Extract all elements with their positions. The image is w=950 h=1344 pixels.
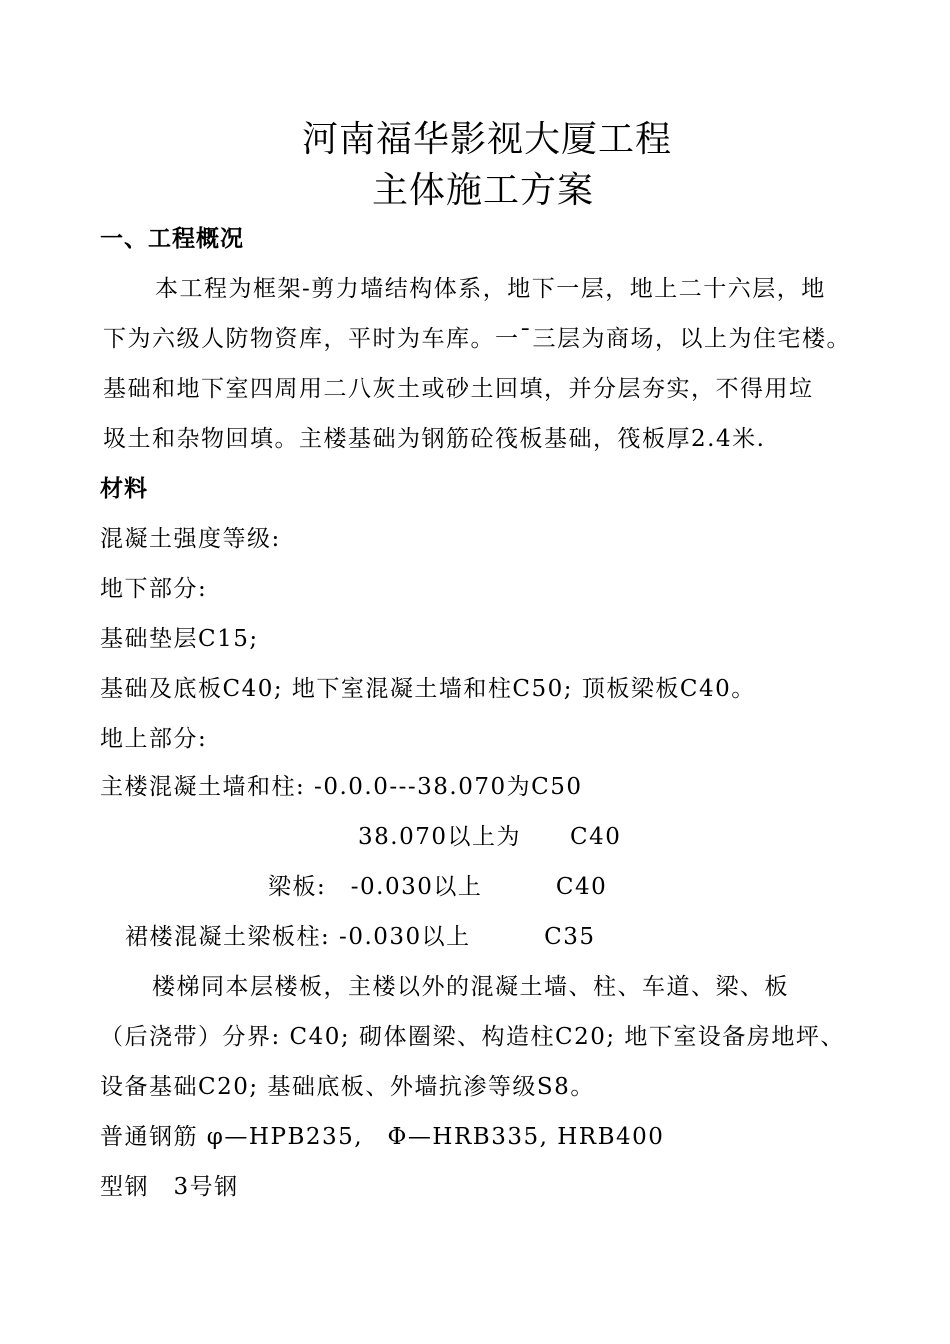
aboveground-row-podium: 裙楼混凝土梁板柱: -0.030以上 C35	[125, 924, 596, 950]
concrete-grade-label: 混凝土强度等级:	[100, 526, 281, 552]
steel-line: 型钢 3号钢	[100, 1174, 239, 1200]
section-heading-materials: 材料	[100, 475, 148, 502]
aboveground-row-main-wall: 主楼混凝土墙和柱: -0.0.0---38.070为C50	[100, 774, 583, 800]
overview-line-1: 本工程为框架-剪力墙结构体系，地下一层，地上二十六层，地	[155, 276, 826, 302]
aboveground-label: 地上部分:	[100, 726, 208, 752]
document-title-line2: 主体施工方案	[372, 170, 595, 211]
aboveground-row-beam-slab: 梁板: -0.030以上 C40	[268, 874, 608, 900]
section-heading-overview: 一、工程概况	[100, 225, 244, 252]
overview-line-2: 下为六级人防物资库，平时为车库。一¯三层为商场，以上为住宅楼。	[103, 326, 851, 352]
overview-line-3: 基础和地下室四周用二八灰土或砂土回填，并分层夯实，不得用垃	[103, 376, 814, 402]
rebar-line: 普通钢筋 φ—HPB235, Φ—HRB335, HRB400	[100, 1124, 665, 1150]
stairs-line-1: 楼梯同本层楼板，主楼以外的混凝土墙、柱、车道、梁、板	[152, 974, 789, 1000]
aboveground-row-above-38: 38.070以上为 C40	[358, 824, 622, 850]
stairs-line-2: （后浇带）分界: C40; 砌体圈梁、构造柱C20; 地下室设备房地坪、	[100, 1024, 845, 1050]
document-title-line1: 河南福华影视大厦工程	[302, 119, 673, 160]
underground-item-1: 基础垫层C15;	[100, 626, 259, 652]
overview-line-4: 圾土和杂物回填。主楼基础为钢筋砼筏板基础，筏板厚2.4米.	[103, 426, 766, 452]
stairs-line-3: 设备基础C20; 基础底板、外墙抗渗等级S8。	[100, 1074, 595, 1100]
underground-item-2: 基础及底板C40; 地下室混凝土墙和柱C50; 顶板梁板C40。	[100, 676, 756, 702]
underground-label: 地下部分:	[100, 576, 208, 602]
